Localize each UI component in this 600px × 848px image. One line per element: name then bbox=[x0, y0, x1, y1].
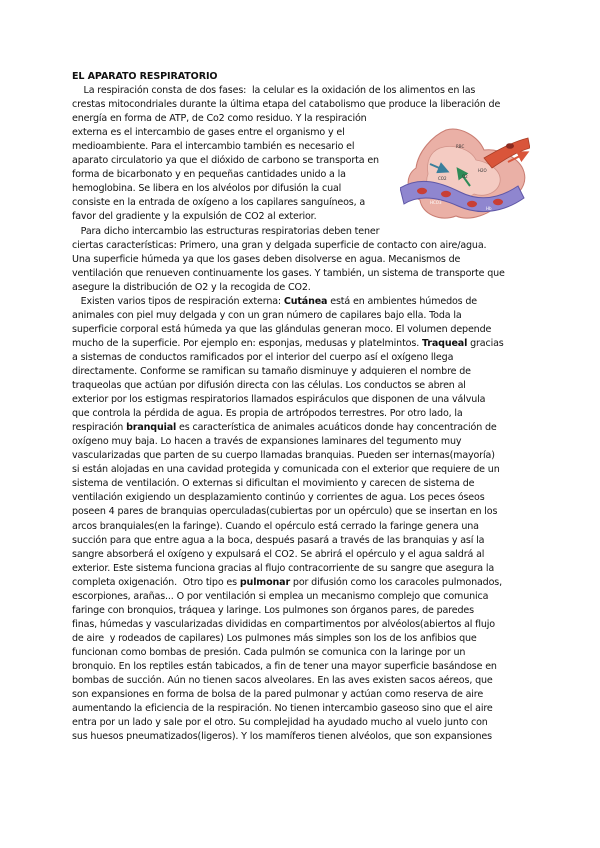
text-line bbox=[72, 435, 530, 449]
text-line bbox=[72, 295, 530, 309]
text-line bbox=[72, 604, 530, 618]
label-hb: Hb bbox=[486, 206, 492, 211]
text-segment: a sistemas de conductos ramificados por el interior del cuerpo así el oxígeno llega bbox=[72, 351, 454, 363]
text-line bbox=[72, 674, 530, 688]
text-line bbox=[72, 646, 530, 660]
text-line bbox=[72, 576, 530, 590]
text-line bbox=[72, 309, 530, 323]
label-o2: O2 bbox=[462, 174, 468, 179]
text-segment: entra por un lado y sale por el otro. Su complejidad ha ayudado mucho al vuelo junto con bbox=[72, 717, 488, 729]
text-line bbox=[72, 716, 530, 730]
text-line bbox=[72, 477, 530, 491]
text-line bbox=[72, 520, 530, 534]
label-co2: CO2 bbox=[438, 176, 447, 181]
text-segment: ventilación exigiendo un desplazamiento continúo y corrientes de agua. Los peces óseos bbox=[72, 492, 485, 504]
text-segment: oxígeno muy baja. Lo hacen a través de expansiones laminares del tegumento muy bbox=[72, 436, 462, 448]
text-line: favor del gradiente y la expulsión de CO2 al exterior. bbox=[72, 211, 317, 223]
text-segment: completa oxigenación. Otro tipo es bbox=[72, 576, 240, 588]
label-rbc: RBC bbox=[456, 144, 465, 149]
text-segment: sangre absorberá el oxígeno y expulsará el CO2. Se abrirá el opérculo y el agua saldrá al bbox=[72, 548, 485, 560]
text-line: forma de bicarbonato y en pequeñas cantidades unido a la bbox=[72, 169, 346, 181]
text-segment: animales con piel muy delgada y con un gran número de capilares bajo ella. Toda la bbox=[72, 309, 462, 321]
text-segment: directamente. Conforme se ramifican su tamaño disminuye y adquieren el nombre de bbox=[72, 365, 471, 377]
text-segment: está en ambientes húmedos de bbox=[327, 295, 478, 307]
text-segment: arcos branquiales(en la faringe). Cuando el opérculo está cerrado la faringe genera una bbox=[72, 520, 479, 532]
text-segment: respiración bbox=[72, 422, 127, 434]
text-line bbox=[72, 702, 530, 716]
text-segment: gracias bbox=[467, 337, 504, 349]
text-line: hemoglobina. Se libera en los alvéolos por difusión la cual bbox=[72, 183, 342, 195]
keyword: Traqueal bbox=[421, 337, 468, 349]
text-segment: funcionan como bombas de presión. Cada pulmón se comunica con la laringe por un bbox=[72, 646, 466, 658]
text-segment: superficie corporal está húmeda ya que las glándulas generan moco. El volumen depende bbox=[72, 323, 492, 335]
text-segment: de aire y rodeados de capilares) Los pulmones más simples son los de los anfibios que bbox=[72, 632, 477, 644]
text-line bbox=[72, 660, 530, 674]
text-line: consiste en la entrada de oxígeno a los capilares sanguíneos, a bbox=[72, 197, 366, 209]
text-line bbox=[72, 562, 530, 576]
text-segment: traqueolas que actúan por difusión directa con las células. Los conductos se abren al bbox=[72, 380, 466, 392]
text-line bbox=[72, 534, 530, 548]
text-segment: vascularizadas que parten de su cuerpo llamadas branquias. Pueden ser internas(mayoría) bbox=[72, 450, 495, 462]
text-line bbox=[72, 730, 530, 744]
text-segment: por difusión como los caracoles pulmonados, bbox=[290, 576, 502, 588]
text-segment: es característica de animales acuáticos donde hay concentración de bbox=[176, 422, 497, 434]
text-segment: sistema de ventilación. O externas si dificultan el movimiento y carecen de sistema de bbox=[72, 478, 475, 490]
text-segment: exterior. Este sistema funciona gracias al flujo contracorriente de su sangre que asegura la bbox=[72, 562, 495, 574]
keyword: branquial bbox=[126, 422, 177, 434]
text-line: aparato circulatorio ya que el dióxido de carbono se transporta en bbox=[72, 155, 379, 167]
text-line: Una superficie húmeda ya que los gases deben disolverse en agua. Mecanismos de bbox=[72, 253, 461, 265]
text-segment: sus huesos pneumatizados(ligeros). Y los mamíferos tienen alvéolos, que son expansiones bbox=[72, 731, 492, 743]
label-h2o: H2O bbox=[478, 168, 487, 173]
document-title: EL APARATO RESPIRATORIO bbox=[72, 71, 218, 82]
text-line bbox=[72, 351, 530, 365]
text-line bbox=[72, 393, 530, 407]
text-line: asegure la distribución de O2 y la recogida de CO2. bbox=[72, 281, 311, 293]
label-hco3: HCO3 bbox=[430, 200, 442, 205]
text-line: Para dicho intercambio las estructuras respiratorias deben tener bbox=[72, 225, 380, 237]
text-line bbox=[72, 491, 530, 505]
text-segment: bronquio. En los reptiles están tabicados, a fin de tener una mayor superficie basándose en bbox=[72, 660, 497, 672]
text-line bbox=[72, 365, 530, 379]
text-line bbox=[72, 421, 530, 435]
text-segment: Existen varios tipos de respiración externa: bbox=[72, 295, 284, 307]
keyword: Cutánea bbox=[283, 295, 328, 307]
respiration-types-paragraph bbox=[72, 295, 530, 745]
text-line: energía en forma de ATP, de Co2 como residuo. Y la respiración bbox=[72, 113, 367, 125]
text-segment: finas, húmedas y vascularizadas divididas en compartimentos por alvéolos(abiertos al flujo bbox=[72, 618, 495, 630]
text-segment: exterior por los estigmas respiratorios llamados espiráculos que disponen de una válvula bbox=[72, 394, 486, 406]
text-line: crestas mitocondriales durante la última etapa del catabolismo que produce la liberación de bbox=[72, 99, 501, 111]
text-line: externa es el intercambio de gases entre el organismo y el bbox=[72, 127, 345, 139]
text-segment: escorpiones, arañas... O por ventilación si emplea un mecanismo complejo que comunica bbox=[72, 590, 489, 602]
text-line: medioambiente. Para el intercambio también es necesario el bbox=[72, 141, 355, 153]
text-line: La respiración consta de dos fases: la celular es la oxidación de los alimentos en las bbox=[72, 85, 476, 97]
text-segment: aumentando la eficiencia de la respiración. No tienen intercambio gaseoso sino que el aire bbox=[72, 703, 493, 715]
text-line bbox=[72, 407, 530, 421]
text-line bbox=[72, 379, 530, 393]
text-segment: bombas de succión. Aún no tienen sacos alveolares. En las aves existen sacos aéreos, que bbox=[72, 675, 493, 687]
text-line bbox=[72, 618, 530, 632]
text-segment: mucho de la superficie. Por ejemplo en: esponjas, medusas y platelmintos. bbox=[72, 337, 422, 349]
text-line bbox=[72, 337, 530, 351]
text-line bbox=[72, 688, 530, 702]
intro-paragraphs bbox=[72, 84, 530, 295]
text-line bbox=[72, 323, 530, 337]
text-line bbox=[72, 463, 530, 477]
text-line: ventilación que renueven continuamente los gases. Y también, un sistema de transporte que bbox=[72, 267, 505, 279]
text-segment: succión para que entre agua a la boca, después pasará a través de las branquias y así la bbox=[72, 534, 485, 546]
text-segment: si están alojadas en una cavidad protegida y comunicada con el exterior que requiere de un bbox=[72, 464, 500, 476]
text-segment: faringe con bronquios, tráquea y laringe. Los pulmones son órganos pares, de paredes bbox=[72, 604, 474, 616]
text-segment: que controla la pérdida de agua. Es propia de artrópodos terrestres. Por otro lado, la bbox=[72, 408, 463, 420]
text-segment: son expansiones en forma de bolsa de la pared pulmonar y actúan como reserva de aire bbox=[72, 689, 484, 701]
text-line bbox=[72, 632, 530, 646]
document-body bbox=[72, 70, 530, 744]
text-line bbox=[72, 505, 530, 519]
text-line bbox=[72, 548, 530, 562]
text-line: ciertas características: Primero, una gran y delgada superficie de contacto con aire/agua. bbox=[72, 239, 487, 251]
text-line bbox=[72, 590, 530, 604]
keyword: pulmonar bbox=[239, 576, 291, 588]
text-line bbox=[72, 449, 530, 463]
text-segment: poseen 4 pares de branquias operculadas(cubiertas por un opérculo) que se insertan en los bbox=[72, 506, 498, 518]
